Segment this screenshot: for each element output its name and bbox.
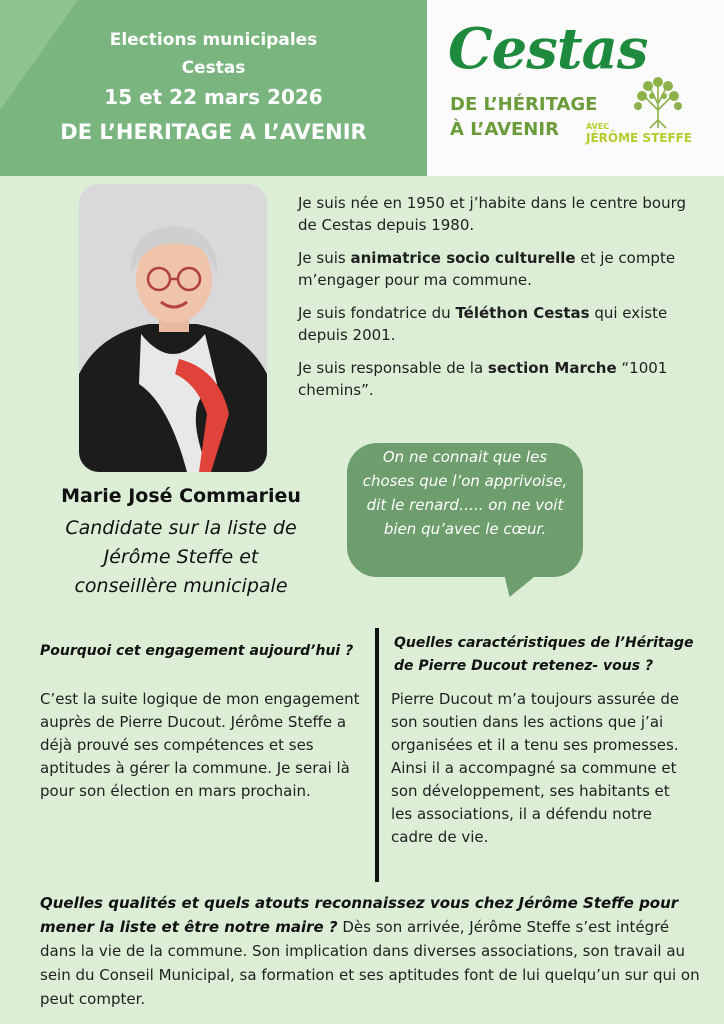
intro-text-span: “1001 chemins”.: [298, 359, 668, 399]
header-line-1: Elections municipales: [109, 30, 318, 50]
intro-paragraph-4: [298, 357, 702, 401]
intro-text-span: qui existe depuis 2001.: [298, 304, 668, 344]
intro-paragraph-1: Je suis née en 1950 et j’habite dans le centre bourg de Cestas depuis 1980.: [298, 194, 687, 234]
header-line-2: Cestas: [181, 58, 246, 78]
intro-bold-span: section Marche: [487, 359, 617, 377]
intro-text-span: Je suis responsable de la: [298, 359, 488, 377]
portrait-illustration: [79, 184, 267, 472]
role-line-3: conseillère municipale: [74, 575, 288, 597]
question-2: Quelles caractéristiques de l’Héritage de Pierre Ducout retenez- vous ?: [394, 635, 694, 674]
answer-1: C’est la suite logique de mon engagement auprès de Pierre Ducout. Jérôme Steffe a déjà prouvé ses compétences et ses aptitudes à gérer la commune. Je serai là pour son élection en mars prochain.: [40, 690, 360, 800]
header-slogan: DE L’HERITAGE A L’AVENIR: [60, 120, 367, 144]
quote-text: On ne connait que les choses que l’on apprivoise, dit le renard….. on ne voit bien qu’avec le cœur.: [362, 448, 568, 538]
tree-icon: [628, 74, 688, 130]
logo-name: JÉRÔME STEFFE: [586, 131, 693, 145]
intro-paragraph-2: [298, 247, 702, 291]
role-line-2: Jérôme Steffe et: [103, 546, 259, 568]
answer-3: Dès son arrivée, Jérôme Steffe s’est intégré dans la vie de la commune. Son implication dans diverses associations, son travail au sein du Conseil Municipal, sa formation et ses aptitudes font de lui quelqu’un sur qui on peut compter.: [40, 918, 700, 1008]
quote-speech-bubble: [347, 443, 583, 577]
answer-2: Pierre Ducout m’a toujours assurée de son soutien dans les actions que j’ai organisées et il a tenu ses promesses. Ainsi il a accompagné sa commune et son développement, ses habitants et les associations, il a défendu notre cadre de vie.: [391, 690, 680, 846]
intro-text-span: et je compte m’engager pour ma commune.: [298, 249, 676, 289]
question-1: Pourquoi cet engagement aujourd’hui ?: [40, 643, 354, 659]
campaign-logo: [440, 16, 715, 166]
intro-bold-span: animatrice socio culturelle: [350, 249, 576, 267]
page-header: [0, 0, 724, 176]
intro-text-span: Je suis: [298, 249, 351, 267]
role-line-1: Candidate sur la liste de: [65, 517, 297, 539]
candidate-role: [40, 514, 322, 601]
logo-line-2: À L’AVENIR: [450, 119, 559, 140]
intro-paragraph-3: [298, 302, 702, 346]
column-divider: [375, 628, 379, 882]
logo-avec: AVEC: [586, 122, 610, 131]
header-title-block: [0, 26, 427, 150]
logo-line-1: DE L’HÉRITAGE: [450, 94, 598, 115]
header-dates: 15 et 22 mars 2026: [104, 85, 323, 109]
candidate-name: Marie José Commarieu: [61, 485, 301, 507]
question-3: Quelles qualités et quels atouts reconnaissez vous chez Jérôme Steffe pour mener la liste et être notre maire ?: [40, 894, 679, 936]
question-3-block: [40, 891, 704, 1011]
intro-text-span: Je suis fondatrice du: [298, 304, 456, 322]
logo-title: Cestas: [448, 16, 648, 82]
intro-bold-span: Téléthon Cestas: [455, 304, 590, 322]
candidate-photo: [79, 184, 267, 472]
header-banner: [0, 0, 427, 176]
intro-text: [298, 192, 702, 412]
